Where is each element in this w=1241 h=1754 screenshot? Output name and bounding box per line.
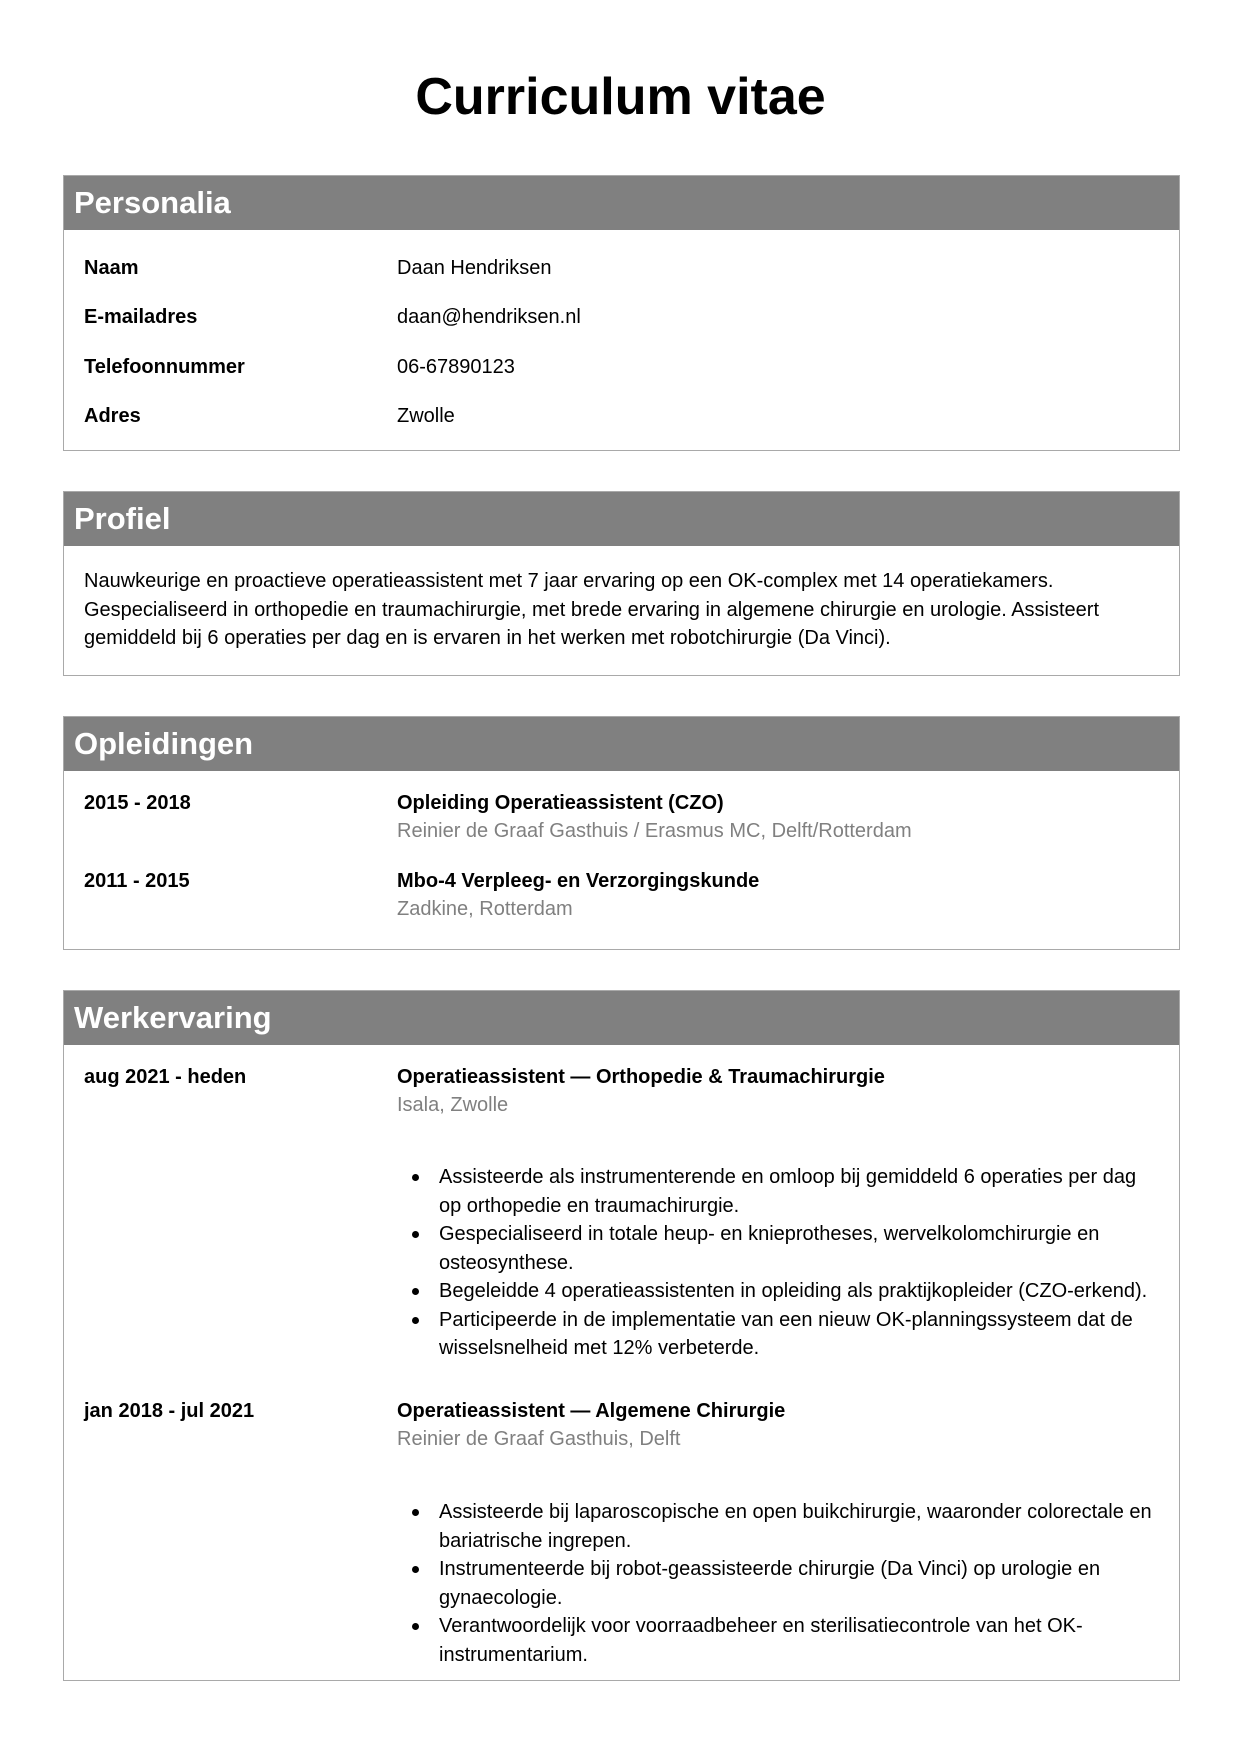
work-bullets [397, 1498, 1159, 1669]
field-label: E-mailadres [84, 306, 198, 328]
work-period: aug 2021 - heden [84, 1066, 247, 1088]
work-employer: Isala, Zwolle [397, 1094, 509, 1116]
work-employer: Reinier de Graaf Gasthuis, Delft [397, 1428, 681, 1450]
personalia-body [64, 230, 1179, 450]
bullet-icon [412, 1288, 419, 1295]
bullet-icon [412, 1174, 419, 1181]
werkervaring-body [64, 1045, 1179, 1680]
field-value: Daan Hendriksen [397, 257, 552, 279]
page-title: Curriculum vitae [415, 68, 826, 126]
list-item: Begeleidde 4 operatieassistenten in opleiding als praktijkopleider (CZO-erkend). [397, 1277, 1159, 1306]
list-item: Assisteerde als instrumenterende en omloop bij gemiddeld 6 operaties per dag op orthopedie en traumachirurgie. [397, 1163, 1159, 1220]
field-label: Telefoonnummer [84, 356, 245, 378]
section-heading-opleidingen: Opleidingen [64, 717, 1179, 771]
education-period: 2015 - 2018 [84, 792, 191, 814]
education-period: 2011 - 2015 [84, 870, 190, 892]
bullet-icon [412, 1317, 419, 1324]
education-title: Opleiding Operatieassistent (CZO) [397, 792, 724, 814]
section-personalia [63, 175, 1180, 451]
profiel-body [64, 546, 1179, 675]
profile-text: Nauwkeurige en proactieve operatieassistent met 7 jaar ervaring op een OK-complex met 14 operatiekamers. Gespecialiseerd in orthopedie en traumachirurgie, met brede ervaring in algemene chirurgie en urologie. Assisteert gemiddeld bij 6 operaties per dag en is ervaren in het werken met robotchirurgie (Da Vinci). [84, 570, 1099, 649]
list-item: Assisteerde bij laparoscopische en open buikchirurgie, waaronder colorectale en bariatrische ingrepen. [397, 1498, 1159, 1555]
bullet-icon [412, 1231, 419, 1238]
section-heading-personalia: Personalia [64, 176, 1179, 230]
bullet-icon [412, 1566, 419, 1573]
list-item: Verantwoordelijk voor voorraadbeheer en sterilisatiecontrole van het OK-instrumentarium. [397, 1612, 1159, 1669]
field-value: Zwolle [397, 405, 455, 427]
field-value: daan@hendriksen.nl [397, 306, 581, 328]
list-item: Instrumenteerde bij robot-geassisteerde chirurgie (Da Vinci) op urologie en gynaecologie. [397, 1555, 1159, 1612]
field-label: Adres [84, 405, 141, 427]
section-heading-profiel: Profiel [64, 492, 1179, 546]
section-werkervaring [63, 990, 1180, 1681]
section-profiel [63, 491, 1180, 676]
field-value: 06-67890123 [397, 356, 515, 378]
section-opleidingen [63, 716, 1180, 950]
work-title: Operatieassistent — Algemene Chirurgie [397, 1400, 786, 1422]
list-item: Gespecialiseerd in totale heup- en knieprotheses, wervelkolomchirurgie en osteosynthese. [397, 1220, 1159, 1277]
opleidingen-body [64, 771, 1179, 949]
list-item: Participeerde in de implementatie van een nieuw OK-planningssysteem dat de wisselsnelheid met 12% verbeterde. [397, 1306, 1159, 1363]
bullet-icon [412, 1623, 419, 1630]
section-heading-werkervaring: Werkervaring [64, 991, 1179, 1045]
work-bullets [397, 1163, 1159, 1363]
work-period: jan 2018 - jul 2021 [84, 1400, 255, 1422]
education-institution: Reinier de Graaf Gasthuis / Erasmus MC, Delft/Rotterdam [397, 820, 912, 842]
bullet-icon [412, 1509, 419, 1516]
work-title: Operatieassistent — Orthopedie & Traumachirurgie [397, 1066, 885, 1088]
education-institution: Zadkine, Rotterdam [397, 898, 573, 920]
education-title: Mbo-4 Verpleeg- en Verzorgingskunde [397, 870, 760, 892]
field-label: Naam [84, 257, 139, 279]
